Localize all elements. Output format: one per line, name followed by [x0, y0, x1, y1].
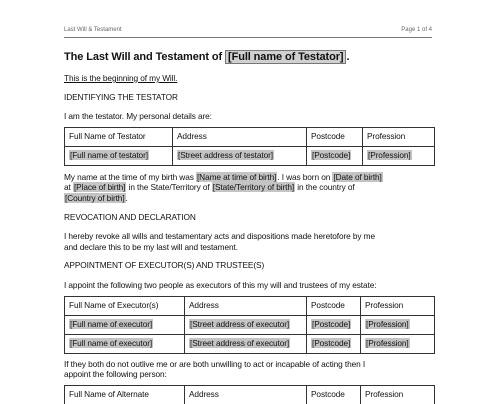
page-number: Page 1 of 4 [401, 27, 432, 33]
column-header: Postcode [307, 296, 361, 315]
executor-address-input[interactable]: [Street address of executor] [190, 319, 290, 330]
revocation-paragraph [64, 231, 434, 252]
title-prefix: The Last Will and Testament of [64, 51, 226, 63]
table-cell [363, 146, 435, 165]
table-row [65, 334, 435, 353]
column-header: Postcode [307, 385, 361, 404]
intro-line: This is the beginning of my Will. [64, 73, 178, 83]
running-header-title: Last Will & Testament [64, 27, 122, 33]
table-cell [307, 146, 363, 165]
table-cell [65, 146, 173, 165]
title-suffix: . [346, 51, 350, 63]
table-cell [361, 315, 435, 334]
column-header: Address [173, 127, 307, 146]
table-cell [185, 334, 307, 353]
column-header: Profession [361, 296, 435, 315]
birth-text: . [125, 192, 128, 203]
column-header: Profession [361, 385, 435, 404]
birth-date-field[interactable]: [Date of birth] [333, 171, 382, 182]
table-cell [307, 315, 361, 334]
table-cell [65, 334, 185, 353]
alternate-line: appoint the following person: [64, 369, 167, 380]
executor-postcode-input[interactable]: [Postcode] [312, 338, 351, 349]
table-row [65, 315, 435, 334]
testator-name-input[interactable]: [Full name of testator] [70, 150, 148, 161]
column-header: Full Name of Alternate [65, 385, 185, 404]
alternate-line: If they both do not outlive me or are both unwilling to act or incapable of acting then I [64, 358, 366, 369]
birth-text: My name at the time of my birth was [64, 171, 196, 182]
document-body [64, 50, 434, 404]
birth-state-field[interactable]: [State/Territory of birth] [212, 182, 295, 193]
executor-profession-input[interactable]: [Profession] [366, 338, 409, 349]
identifying-heading: IDENTIFYING THE TESTATOR [64, 91, 178, 102]
birth-country-field[interactable]: [Country of birth] [65, 192, 125, 203]
alternate-paragraph [64, 359, 434, 380]
table-cell [307, 334, 361, 353]
table-header-row [65, 127, 435, 146]
column-header: Full Name of Executor(s) [65, 296, 185, 315]
table-cell [65, 315, 185, 334]
birth-text: at [64, 182, 73, 193]
executors-table [64, 296, 435, 354]
testator-table [64, 127, 435, 166]
column-header: Address [185, 385, 307, 404]
executor-name-input[interactable]: [Full name of executor] [70, 338, 153, 349]
executors-heading: APPOINTMENT OF EXECUTOR(S) AND TRUSTEE(S) [64, 260, 265, 271]
header-rule [64, 37, 432, 38]
birth-name-field[interactable]: [Name at time of birth] [196, 171, 277, 182]
revocation-line: I hereby revoke all wills and testamentary acts and dispositions made heretofore by me [64, 231, 375, 242]
table-header-row [65, 296, 435, 315]
birth-text: in the State/Territory of [126, 182, 212, 193]
document-title [64, 50, 434, 65]
alternate-table [64, 385, 435, 404]
column-header: Profession [363, 127, 435, 146]
testator-profession-input[interactable]: [Profession] [368, 150, 411, 161]
birth-place-field[interactable]: [Place of birth] [73, 182, 126, 193]
table-header-row [65, 385, 435, 404]
running-header [64, 27, 432, 37]
column-header: Postcode [307, 127, 363, 146]
table-cell [185, 315, 307, 334]
birth-paragraph [64, 172, 434, 204]
testator-name-field[interactable]: [Full name of Testator] [225, 50, 346, 64]
birth-text: in the country of [295, 182, 355, 193]
executor-address-input[interactable]: [Street address of executor] [190, 338, 290, 349]
executor-profession-input[interactable]: [Profession] [366, 319, 409, 330]
testator-postcode-input[interactable]: [Postcode] [312, 150, 351, 161]
executors-lead: I appoint the following two people as executors of this my will and trustees of my estate: [64, 279, 377, 290]
table-cell [361, 334, 435, 353]
birth-text: . I was born on [277, 171, 333, 182]
table-row [65, 146, 435, 165]
testator-address-input[interactable]: [Street address of testator] [178, 150, 273, 161]
executor-name-input[interactable]: [Full name of executor] [70, 319, 153, 330]
column-header: Full Name of Testator [65, 127, 173, 146]
identifying-lead: I am the testator. My personal details are: [64, 111, 212, 122]
table-cell [173, 146, 307, 165]
revocation-heading: REVOCATION AND DECLARATION [64, 211, 196, 222]
executor-postcode-input[interactable]: [Postcode] [312, 319, 351, 330]
revocation-line: and declare this to be my last will and testament. [64, 241, 238, 252]
column-header: Address [185, 296, 307, 315]
